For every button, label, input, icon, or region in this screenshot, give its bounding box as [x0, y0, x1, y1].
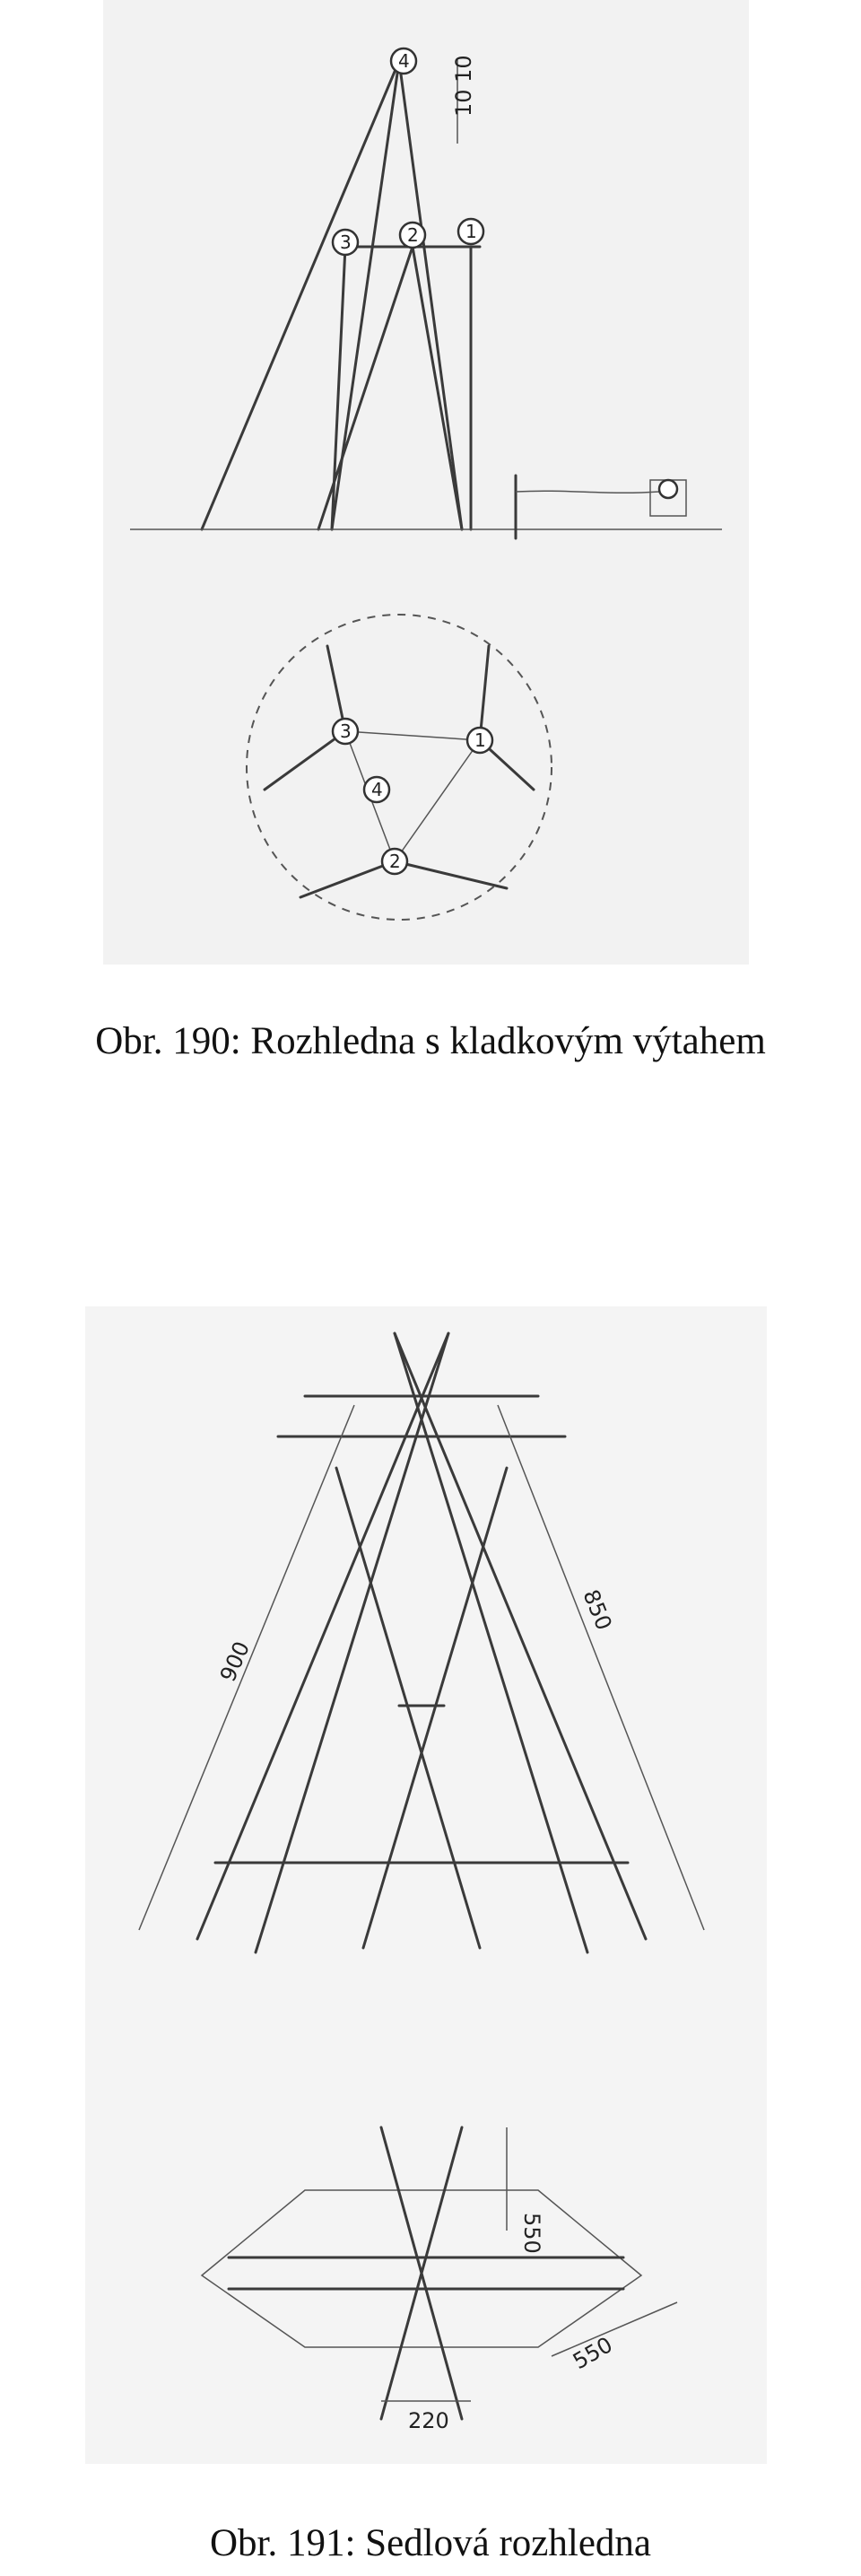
- plan-brace: [480, 646, 489, 740]
- dimension-850: 850: [578, 1585, 617, 1634]
- marker-label: 4: [398, 50, 410, 72]
- marker-label: 3: [340, 231, 352, 253]
- dimension-220: 220: [408, 2408, 449, 2433]
- dimension-10-10: 10 10: [451, 55, 476, 117]
- saddle-tower-sketch: [85, 1306, 767, 2464]
- marker-label: 1: [465, 221, 477, 242]
- tower-leg-left: [202, 61, 399, 529]
- dimension-550-right: 550: [569, 2332, 617, 2375]
- marker-label: 2: [389, 851, 401, 872]
- tower-leg-right-inner: [395, 1333, 587, 1952]
- figure-191-caption: Obr. 191: Sedlová rozhledna: [209, 2522, 651, 2564]
- tower-leg-right: [399, 61, 462, 529]
- plan-brace: [300, 861, 395, 897]
- winch-wheel-icon: [659, 480, 677, 498]
- marker-label: 4: [371, 779, 383, 800]
- dimension-line-left: [139, 1405, 354, 1930]
- tower-leg-right: [395, 1333, 646, 1939]
- plan-brace: [265, 731, 345, 790]
- marker-label: 2: [407, 224, 419, 246]
- lift-chain: [516, 491, 659, 493]
- marker-label: 3: [340, 720, 352, 742]
- figure-190-drawing: [103, 0, 749, 965]
- tower-pulley-lift-sketch: [103, 0, 749, 965]
- tower-leg-left-inner: [256, 1333, 448, 1952]
- figure-191-drawing: [85, 1306, 767, 2464]
- tower-leg-left: [197, 1333, 448, 1939]
- figure-190-caption: Obr. 190: Rozhledna s kladkovým výtahem: [95, 1020, 766, 1062]
- brace: [413, 247, 462, 529]
- dimension-line-right: [498, 1405, 704, 1930]
- marker-label: 1: [474, 729, 486, 751]
- dimension-550-top: 550: [519, 2213, 544, 2254]
- dimension-line: [552, 2302, 677, 2356]
- dimension-900: 900: [214, 1637, 256, 1686]
- plan-brace: [395, 861, 507, 888]
